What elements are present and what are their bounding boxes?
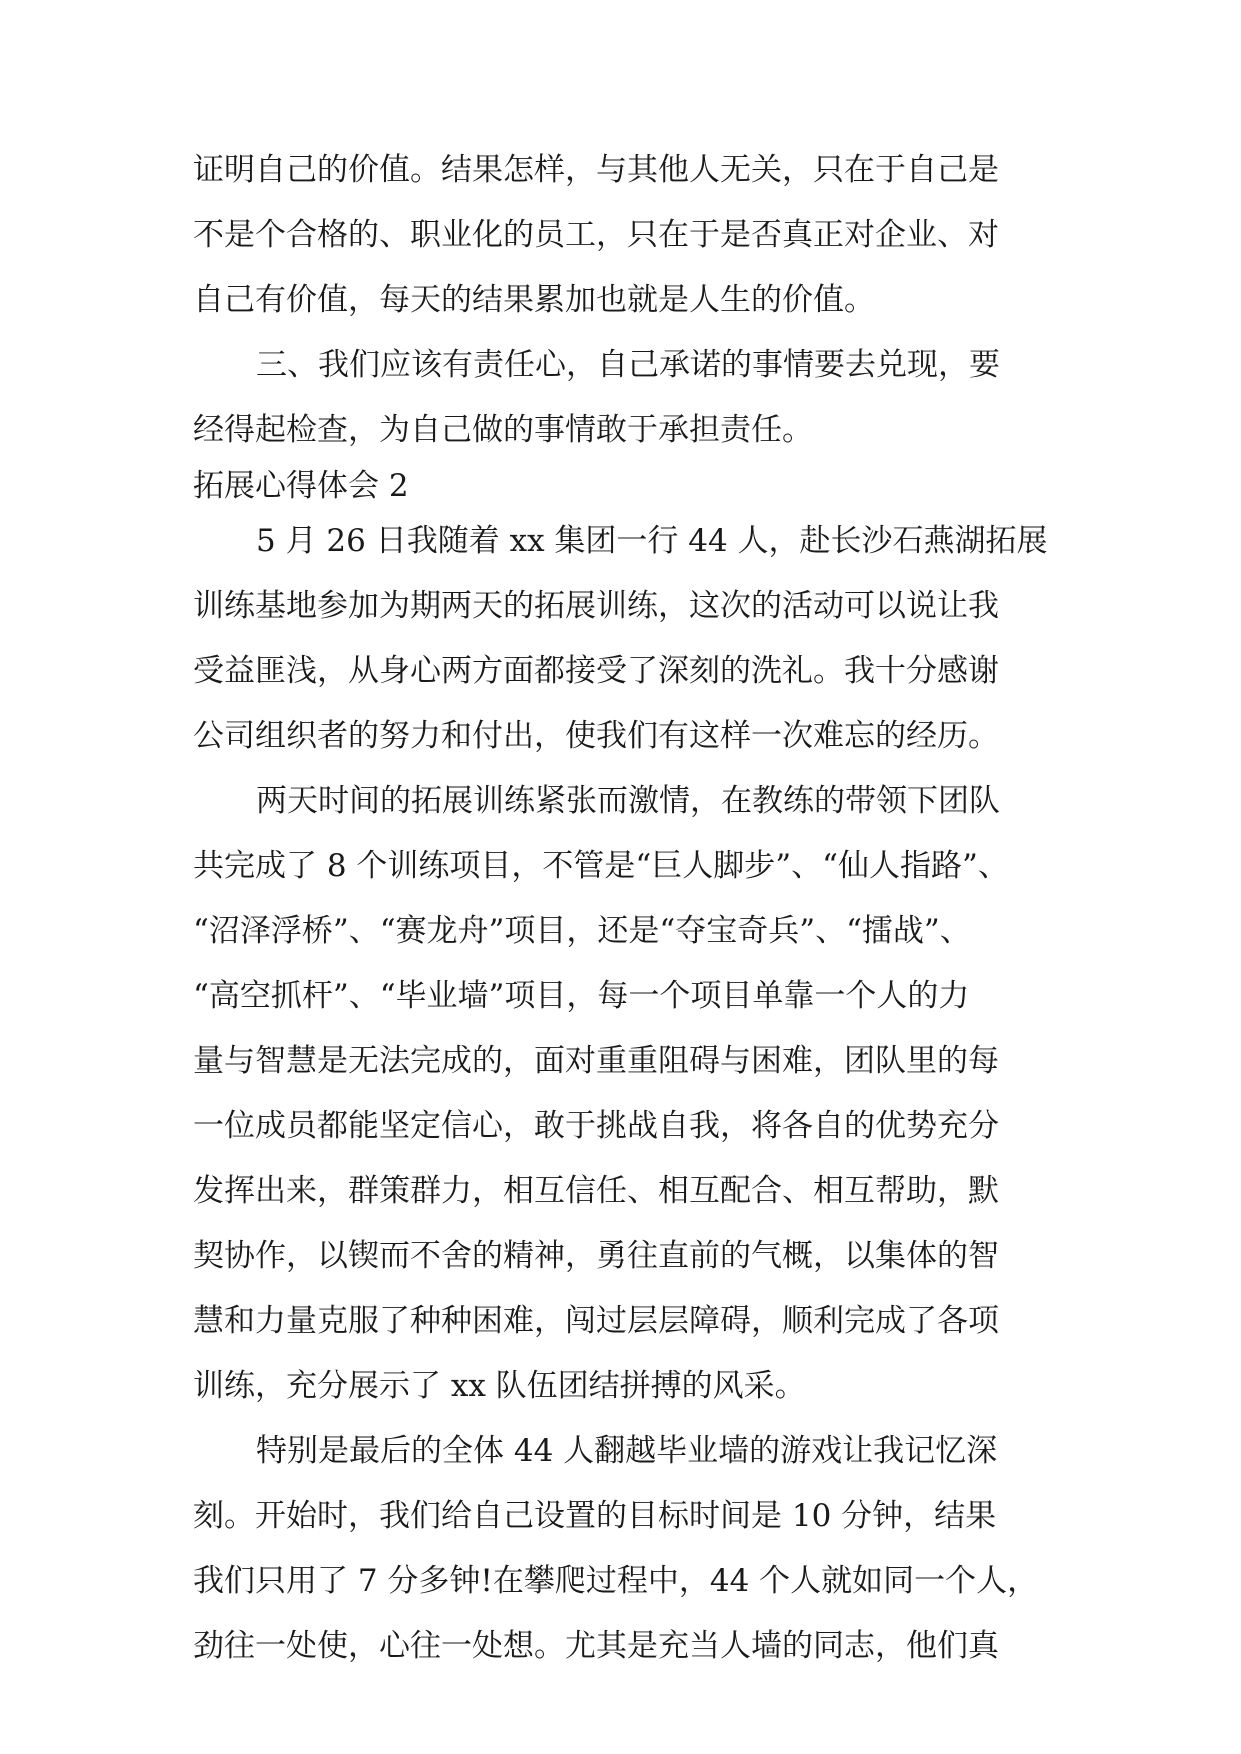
- text-line-11: 两天时间的拓展训练紧张而激情，在教练的带领下团队: [256, 783, 1000, 819]
- text-line-18: 契协作，以锲而不舍的精神，勇往直前的气概，以集体的智: [193, 1238, 999, 1274]
- text-line-23: 我们只用了 7 分多钟!在攀爬过程中，44 个人就如同一个人，: [193, 1563, 1039, 1599]
- text-line-2: 不是个合格的、职业化的员工，只在于是否真正对企业、对: [193, 217, 999, 253]
- text-line-10: 公司组织者的努力和付出，使我们有这样一次难忘的经历。: [193, 718, 999, 754]
- text-line-12: 共完成了 8 个训练项目，不管是“巨人脚步”、“仙人指路”、: [193, 848, 1009, 884]
- text-line-5: 经得起检查，为自己做的事情敢于承担责任。: [193, 412, 813, 448]
- text-line-15: 量与智慧是无法完成的，面对重重阻碍与困难，团队里的每: [193, 1043, 999, 1079]
- text-line-9: 受益匪浅，从身心两方面都接受了深刻的洗礼。我十分感谢: [193, 653, 999, 689]
- text-line-14: “高空抓杆”、“毕业墙”项目，每一个项目单靠一个人的力: [193, 978, 970, 1014]
- text-line-20: 训练，充分展示了 xx 队伍团结拼搏的风采。: [193, 1368, 806, 1404]
- text-line-22: 刻。开始时，我们给自己设置的目标时间是 10 分钟，结果: [193, 1498, 997, 1534]
- text-line-16: 一位成员都能坚定信心，敢于挑战自我，将各自的优势充分: [193, 1108, 999, 1144]
- text-line-19: 慧和力量克服了种种困难，闯过层层障碍，顺利完成了各项: [193, 1303, 999, 1339]
- text-line-7: 5 月 26 日我随着 xx 集团一行 44 人，赴长沙石燕湖拓展: [256, 523, 1048, 559]
- text-line-4: 三、我们应该有责任心，自己承诺的事情要去兑现，要: [256, 347, 1000, 383]
- text-line-8: 训练基地参加为期两天的拓展训练，这次的活动可以说让我: [193, 588, 999, 624]
- text-line-24: 劲往一处使，心往一处想。尤其是充当人墙的同志，他们真: [193, 1628, 999, 1664]
- text-line-13: “沼泽浮桥”、“赛龙舟”项目，还是“夺宝奇兵”、“擂战”、: [193, 913, 971, 949]
- section-heading: 拓展心得体会 2: [193, 468, 409, 504]
- text-line-1: 证明自己的价值。结果怎样，与其他人无关，只在于自己是: [193, 152, 999, 188]
- text-line-3: 自己有价值，每天的结果累加也就是人生的价值。: [193, 282, 875, 318]
- text-line-17: 发挥出来，群策群力，相互信任、相互配合、相互帮助，默: [193, 1173, 999, 1209]
- text-line-21: 特别是最后的全体 44 人翻越毕业墙的游戏让我记忆深: [256, 1433, 998, 1469]
